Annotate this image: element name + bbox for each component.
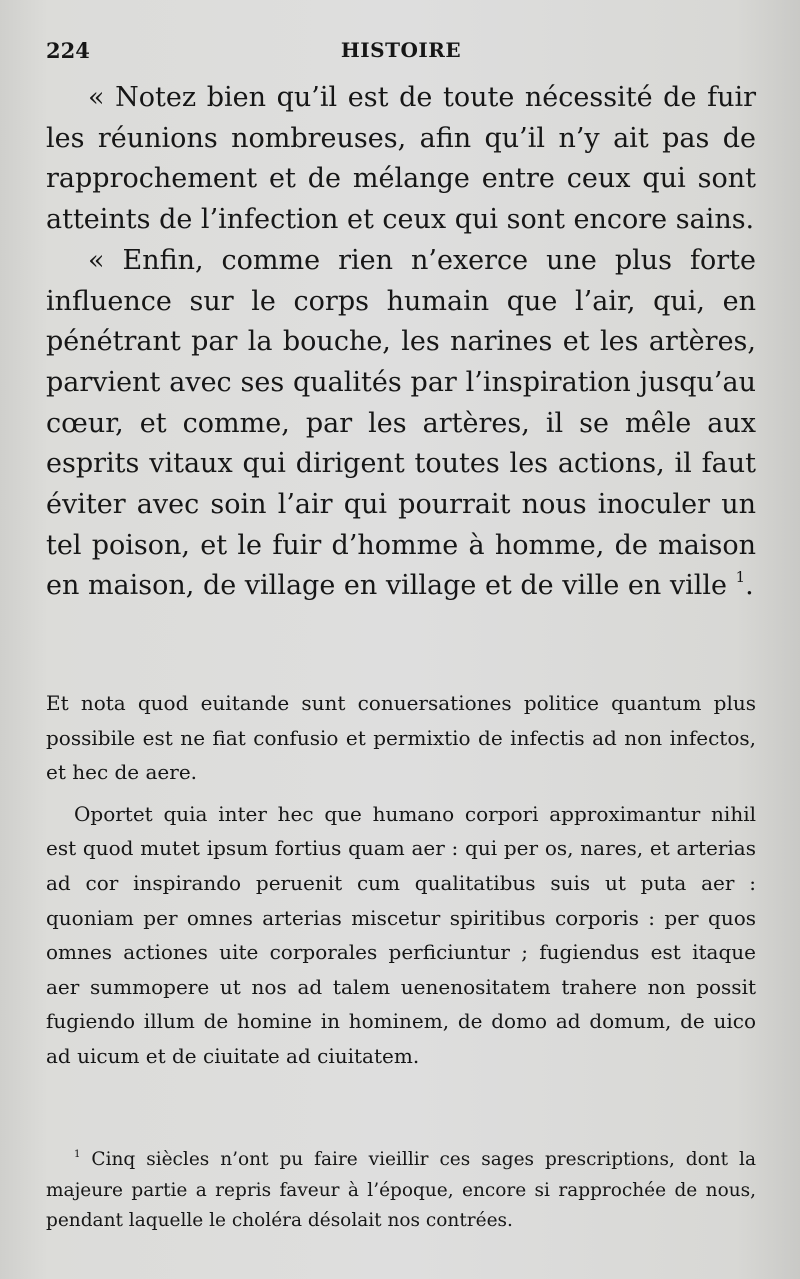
page-header xyxy=(46,38,756,68)
main-text-block xyxy=(46,78,756,607)
latin-paragraph: Et nota quod euitande sunt conuersationes politice quantum plus possibile est ne fiat confusio et permixtio de infectis ad non infectos, et hec de aere. xyxy=(46,691,756,785)
footnote-text: Cinq siècles n’ont pu faire vieillir ces sages prescriptions, dont la majeure partie a repris faveur à l’époque, encore si rapprochée de nous, pendant laquelle le choléra désolait nos contrées. xyxy=(46,1149,756,1231)
page-number: 224 xyxy=(46,38,90,63)
footnote-reference: 1 xyxy=(735,568,746,587)
latin-paragraph: Oportet quia inter hec que humano corpori approximantur nihil est quod mutet ipsum fortius quam aer : qui per os, nares, et arterias ad cor inspirando peruenit cum qualitatibus suis ut puta aer : quoniam per omnes arterias miscetur spiritibus corporis : per quos omnes actiones uite corporales perficiuntur ; fugiendus est itaque aer summopere ut nos ad talem uenenositatem trahere non possit fugiendo illum de homine in hominem, de domo ad domum, de uico ad uicum et de ciuitate ad ciuitatem. xyxy=(46,801,756,1068)
latin-source-text xyxy=(46,686,756,1081)
footnote-paragraph xyxy=(46,1145,756,1237)
footnote xyxy=(46,1145,756,1237)
main-paragraph: « Notez bien qu’il est de toute nécessité de fuir les réunions nombreuses, afin qu’il n’y ait pas de rapprochement et de mélange entre ceux qui sont atteints de l’infection et ceux qui sont encore sains. xyxy=(46,82,756,236)
running-title: HISTOIRE xyxy=(340,38,462,62)
main-paragraph-text: « Enfin, comme rien n’exerce une plus forte influence sur le corps humain que l’air, qui, en pénétrant par la bouche, les narines et les artères, parvient avec ses qualités par l’inspiration jusqu’au cœur, et comme, par les artères, il se mêle aux esprits vitaux qui dirigent toutes les actions, il faut éviter avec soin l’air qui pourrait nous inoculer un tel poison, et le fuir d’homme à homme, de maison en maison, de village en village et de ville en ville xyxy=(46,244,756,602)
footnote-marker: 1 xyxy=(74,1148,81,1160)
main-paragraph-with-note: « Enfin, comme rien n’exerce une plus forte influence sur le corps humain que l’air, qui, en pénétrant par la bouche, les narines et les artères, parvient avec ses qualités par l’inspiration jusqu’au cœur, et comme, par les artères, il se mêle aux esprits vitaux qui dirigent toutes les actions, il faut éviter avec soin l’air qui pourrait nous inoculer un tel poison, et le fuir d’homme à homme, de maison en maison, de village en village et de ville en ville $^1$. xyxy=(46,244,756,602)
